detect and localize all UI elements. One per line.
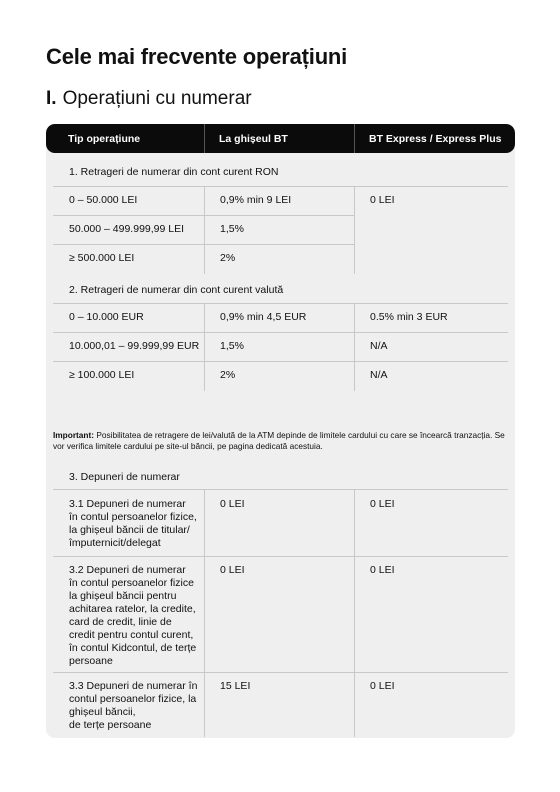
table-cell: 0 – 10.000 EUR <box>69 311 144 323</box>
note-text: Posibilitatea de retragere de lei/valută de la ATM depinde de limitele cardului cu care se încearcă tranzacția. Se vor verifica limitele cardului pe site-ul băncii, pe pagina dedicată acestuia. <box>53 430 505 451</box>
table-cell: 1,5% <box>220 223 244 235</box>
table-cell: 0 LEI <box>220 498 245 510</box>
table-cell: 3.3 Depuneri de numerar în contul persoanelor fizice, la ghișeul băncii, de terțe persoane <box>69 680 198 731</box>
divider <box>53 186 508 187</box>
group-title-1: 1. Retrageri de numerar din cont curent RON <box>69 166 279 178</box>
header-divider <box>204 124 205 153</box>
table-cell: 0 LEI <box>370 498 395 510</box>
table-cell: N/A <box>370 369 388 381</box>
column-header-bt-counter: La ghișeul BT <box>219 133 288 145</box>
divider <box>53 672 508 673</box>
column-divider <box>204 186 205 274</box>
divider <box>53 489 508 490</box>
table-cell: 3.2 Depuneri de numerar în contul persoanelor fizice la ghișeul băncii pentru achitarea ratelor, la credite, card de credit, linie de credit pentru contul curent, în contul Kidcontul, de terțe persoane <box>69 564 197 667</box>
group-title-3: 3. Depuneri de numerar <box>69 471 180 483</box>
divider <box>53 244 354 245</box>
table-cell: 0,9% min 9 LEI <box>220 194 292 206</box>
table-cell: 0 LEI <box>220 564 245 576</box>
note-label: Important: <box>53 430 95 440</box>
table-cell: 0.5% min 3 EUR <box>370 311 448 323</box>
section-roman-numeral: I. <box>46 88 57 109</box>
divider <box>53 361 508 362</box>
table-cell: ≥ 100.000 LEI <box>69 369 135 381</box>
table-cell: 1,5% <box>220 340 244 352</box>
divider <box>53 303 508 304</box>
column-header-bt-express: BT Express / Express Plus <box>369 133 502 145</box>
table-cell: 0 LEI <box>370 194 395 206</box>
group-title-2: 2. Retrageri de numerar din cont curent valută <box>69 284 284 296</box>
divider <box>53 332 508 333</box>
table-cell: 2% <box>220 369 236 381</box>
table-cell: 0,9% min 4,5 EUR <box>220 311 307 323</box>
column-divider <box>204 489 205 737</box>
column-divider <box>354 186 355 274</box>
important-note <box>53 430 508 452</box>
column-divider <box>354 303 355 391</box>
table-body <box>46 148 515 738</box>
table-cell: 2% <box>220 252 236 264</box>
table-cell: 3.1 Depuneri de numerar în contul persoanelor fizice, la ghișeul băncii de titular/ împuternicit/delegat <box>69 498 197 549</box>
column-divider <box>204 303 205 391</box>
page-title: Cele mai frecvente operațiuni <box>46 44 348 69</box>
header-divider <box>354 124 355 153</box>
column-header-operation-type: Tip operațiune <box>68 133 141 145</box>
section-title <box>46 88 252 110</box>
divider <box>53 556 508 557</box>
column-divider <box>354 489 355 737</box>
table-cell: 0 LEI <box>370 564 395 576</box>
table-cell: 50.000 – 499.999,99 LEI <box>69 223 185 235</box>
table-cell: 0 LEI <box>370 680 395 692</box>
table-cell: 10.000,01 – 99.999,99 EUR <box>69 340 200 352</box>
table-header <box>46 124 515 153</box>
divider <box>53 215 354 216</box>
table-cell: 0 – 50.000 LEI <box>69 194 138 206</box>
fees-table <box>46 124 515 738</box>
table-cell: 15 LEI <box>220 680 251 692</box>
table-cell: N/A <box>370 340 388 352</box>
table-cell: ≥ 500.000 LEI <box>69 252 135 264</box>
section-title-text: Operațiuni cu numerar <box>62 88 252 109</box>
